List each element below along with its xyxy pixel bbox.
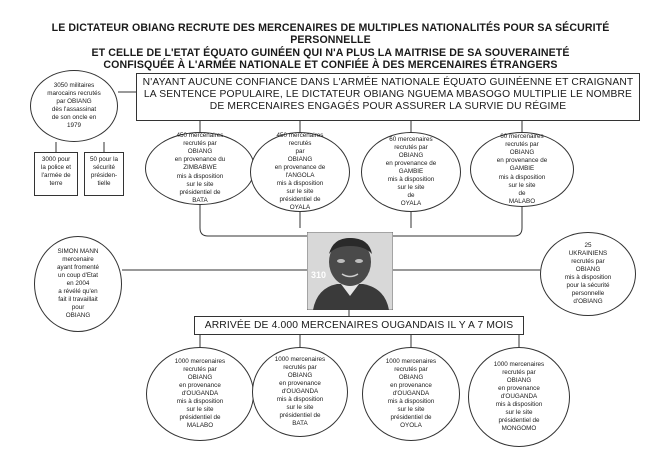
circle-zimbabwe: 450 mercenaires recrutés par OBIANG en provenance du ZIMBABWE mis à disposition sur le site présidentiel de BATA bbox=[145, 132, 255, 205]
page-title bbox=[20, 22, 641, 72]
morocco-circle: 3050 militaires marocains recrutés par OBIANG dès l'assassinat de son oncle en 1979 bbox=[30, 70, 118, 142]
top-banner-line-2: LA SENTENCE POPULAIRE, LE DICTATEUR OBIANG NGUEMA MBASOGO MULTIPLIE LE NOMBRE bbox=[143, 89, 633, 101]
photo-label: 310 bbox=[311, 270, 327, 280]
circle-bata: 1000 mercenaires recrutés par OBIANG en provenance d'OUGANDA mis à disposition sur le site présidentiel de BATA bbox=[252, 347, 348, 437]
ukraine-circle: 25 UKRAINIENS recrutés par OBIANG mis à disposition pour la sécurité personnelle d'OBIANG bbox=[540, 232, 636, 316]
morocco-police-box: 3000 pour la police et l'armée de terre bbox=[34, 152, 78, 196]
morocco-security-box: 50 pour la sécurité présiden- tielle bbox=[84, 152, 124, 196]
top-banner-line-3: DE MERCENAIRES ENGAGÉS POUR ASSURER LA SURVIE DU RÉGIME bbox=[209, 101, 567, 113]
bottom-banner-text: ARRIVÉE DE 4.000 MERCENAIRES OUGANDAIS IL Y A 7 MOIS bbox=[204, 320, 514, 331]
simon-mann-circle: SIMON MANN mercenaire ayant fromenté un coup d'Etat en 2004 a révélé qu'en fait il travaillait pour OBIANG bbox=[34, 236, 122, 332]
title-line-1: LE DICTATEUR OBIANG RECRUTE DES MERCENAIRES DE MULTIPLES NATIONALITÉS POUR SA SÉCURITÉ PERSONNELLE bbox=[51, 22, 610, 47]
circle-mongomo: 1000 mercenaires recrutés par OBIANG en provenance d'OUGANDA mis à disposition sur le site présidentiel de MONGOMO bbox=[468, 347, 570, 447]
title-line-2: ET CELLE DE L'ETAT ÉQUATO GUINÉEN QUI N'A PLUS LA MAITRISE DE SA SOUVERAINETÉ bbox=[91, 46, 570, 59]
circle-angola: 450 mercenaires recrutés par OBIANG en provenance de l'ANGOLA mis à disposition sur le site présidentiel de OYALA bbox=[250, 132, 350, 212]
circle-gambie-malabo: 60 mercenaires recrutés par OBIANG en provenance de GAMBIE mis à disposition sur le site de MALABO bbox=[470, 132, 574, 207]
title-line-3: CONFISQUÉE À L'ARMÉE NATIONALE ET CONFIÉE À DES MERCENAIRES ÉTRANGERS bbox=[103, 59, 558, 72]
top-banner-line-1: N'AYANT AUCUNE CONFIANCE DANS L'ARMÉE NATIONALE ÉQUATO GUINÉENNE ET CRAIGNANT bbox=[142, 77, 634, 88]
circle-malabo: 1000 mercenaires recrutés par OBIANG en provenance d'OUGANDA mis à disposition sur le site présidentiel de MALABO bbox=[146, 347, 254, 441]
circle-oyola: 1000 mercenaires recrutés par OBIANG en provenance d'OUGANDA mis à disposition sur le site présidentiel de OYOLA bbox=[362, 347, 460, 441]
portrait-photo bbox=[307, 232, 393, 310]
circle-gambie-oyala: 60 mercenaires recrutés par OBIANG en provenance de GAMBIE mis à disposition sur le site de OYALA bbox=[361, 132, 461, 212]
top-banner bbox=[136, 73, 640, 121]
bottom-banner bbox=[194, 316, 524, 335]
